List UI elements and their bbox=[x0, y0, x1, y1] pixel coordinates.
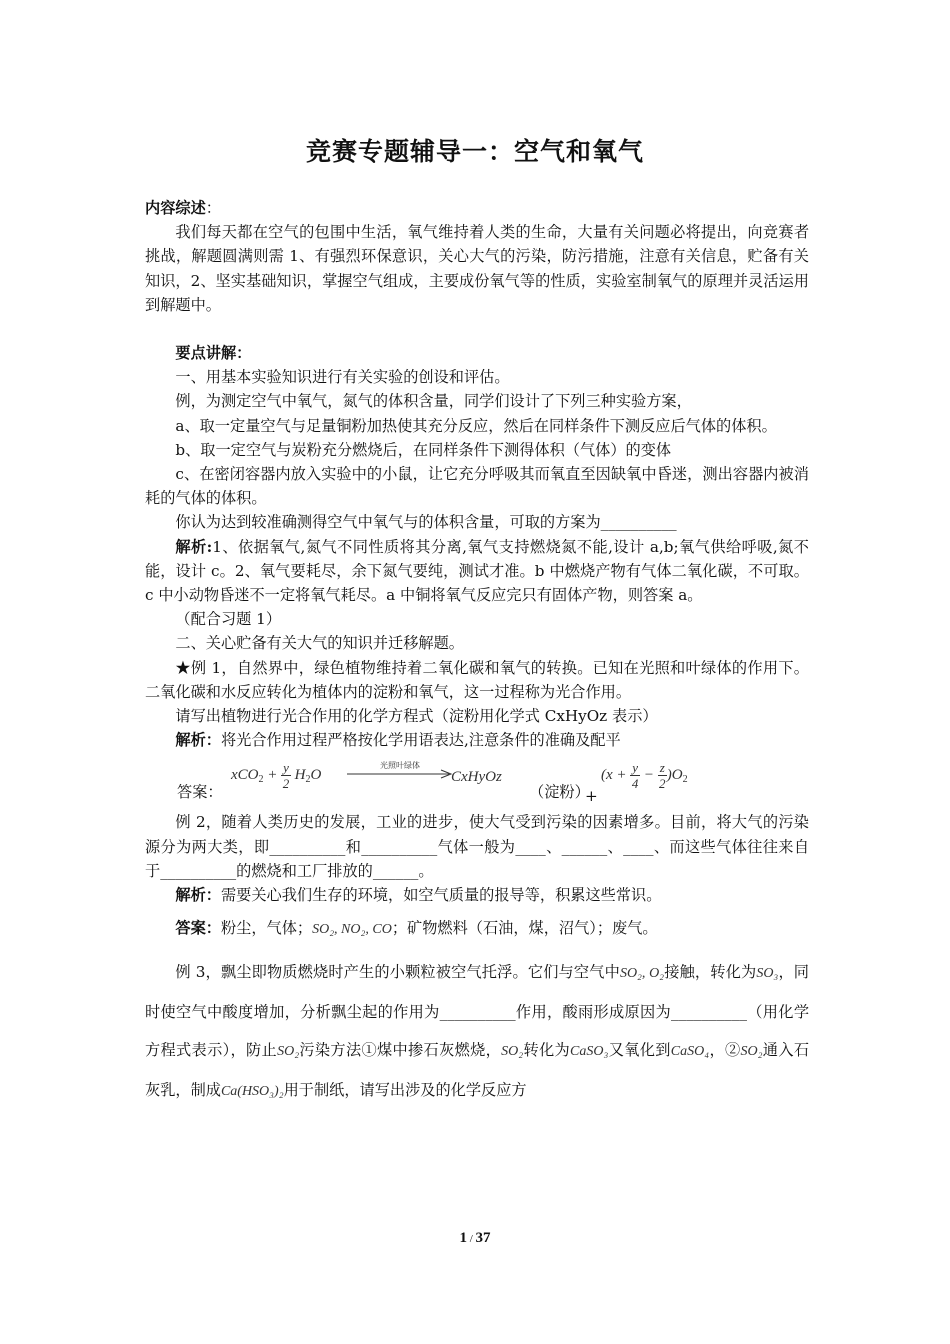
option-a: a、取一定量空气与足量铜粉加热使其充分反应，然后在同样条件下测反应后气体的体积。 bbox=[175, 416, 777, 435]
answer-label: 答案： bbox=[177, 783, 223, 802]
summary-text: 我们每天都在空气的包围中生活，氧气维持着人类的生命，大量有关问题必将提出，向竞赛者挑战，解题圆满则需 1、有强烈环保意识，关心大气的污染，防污措施，注意有关信息，贮备有关知识，2、坚实基础知识，掌握空气组成，主要成份氧气等的性质，实验室制氧气的原理并灵活运用到解题中。 bbox=[145, 223, 809, 314]
plus-sign: + bbox=[585, 787, 598, 806]
equation-left: xCO$_2$ + $\frac{y}{2}$ $H_2O$ bbox=[231, 760, 322, 792]
question-1: 请写出植物进行光合作用的化学方程式（淀粉用化学式 CxHyOz 表示） bbox=[175, 707, 658, 726]
example-1: ★例 1，自然界中，绿色植物维持着二氧化碳和氧气的转换。已知在光照和叶绿体的作用下。二氧化碳和水反应转化为植体内的淀粉和氧气，这一过程称为光合作用。 bbox=[145, 658, 809, 701]
reaction-arrow bbox=[345, 758, 455, 786]
equation-oxygen: (x + $\frac{y}{4}$ − $\frac{z}{2}$ )$O_2$ bbox=[601, 760, 688, 792]
exercise-note: （配合习题 1） bbox=[175, 610, 282, 629]
starch-label: （淀粉） bbox=[529, 783, 590, 802]
summary-heading: 内容综述： bbox=[145, 199, 221, 217]
section-one: 一、用基本实验知识进行有关实验的创设和评估。 bbox=[175, 368, 510, 387]
page-total: 37 bbox=[475, 1230, 491, 1246]
document-body bbox=[145, 196, 809, 1111]
equation-product: CxHyOz bbox=[451, 769, 502, 786]
key-heading: 要点讲解： bbox=[175, 344, 252, 363]
option-c: c、在密闭容器内放入实验中的小鼠，让它充分呼吸其而氧直至因缺氧中昏迷，测出容器内被消耗的气体的体积。 bbox=[145, 465, 809, 508]
answer-2: 答案：粉尘，气体；SO₂, NO₂, CO；矿物燃料（石油，煤，沼气）；废气。 bbox=[175, 919, 658, 938]
analysis: 解析:1、依据氧气,氮气不同性质将其分离,氧气支持燃烧氮不能,设计 a,b;氧气供给呼吸,氮不能，设计 c。2、氧气要耗尽，余下氮气要纯，测试才准。b 中燃烧产物有气体二氧化碳，不可取。c 中小动物昏迷不一定将氧气耗尽。a 中铜将氧气反应完只有固体产物，则答案 a。 bbox=[145, 537, 809, 605]
page-number: 1 bbox=[459, 1230, 467, 1246]
analysis-2: 解析：需要关心我们生存的环境，如空气质量的报导等，积累这些常识。 bbox=[175, 886, 662, 905]
example-intro: 例，为测定空气中氧气，氮气的体积含量，同学们设计了下列三种实验方案， bbox=[175, 392, 692, 411]
example-2: 例 2，随着人类历史的发展，工业的进步，使大气受到污染的因素增多。目前，将大气的污染源分为两大类，即__________和__________气体一般为____、______、____、而这些气体往往来自于__________的燃烧和工厂排放的______。 bbox=[145, 813, 809, 880]
analysis-1: 解析：将光合作用过程严格按化学用语表达,注意条件的准确及配平 bbox=[175, 731, 621, 750]
photosynthesis-equation bbox=[145, 756, 809, 804]
reaction-condition: 光照叶绿体 bbox=[380, 761, 420, 771]
option-b: b、取一定空气与炭粉充分燃烧后，在同样条件下测得体积（气体）的变体 bbox=[175, 440, 672, 459]
question: 你认为达到较准确测得空气中氧气与的体积含量，可取的方案为__________ bbox=[175, 513, 677, 532]
page-footer: 1 / 37 bbox=[459, 1230, 491, 1246]
page-title: 竞赛专题辅导一：空气和氧气 bbox=[305, 137, 644, 166]
section-two: 二、关心贮备有关大气的知识并迁移解题。 bbox=[175, 634, 464, 653]
example-3: 例 3，飘尘即物质燃烧时产生的小颗粒被空气托浮。它们与空气中SO₂, O₂接触，转化为SO₃，同时使空气中酸度增加，分析飘尘起的作用为__________作用，酸雨形成原因为__________（用化学方程式表示），防止SO₂污染方法①煤中掺石灰燃烧，SO₂转化为CaSO₃又氧化到CaSO₄，②SO₂通入石灰乳，制成Ca(HSO₃)₂用于制纸，请写出涉及的化学反应方 bbox=[145, 963, 810, 1100]
